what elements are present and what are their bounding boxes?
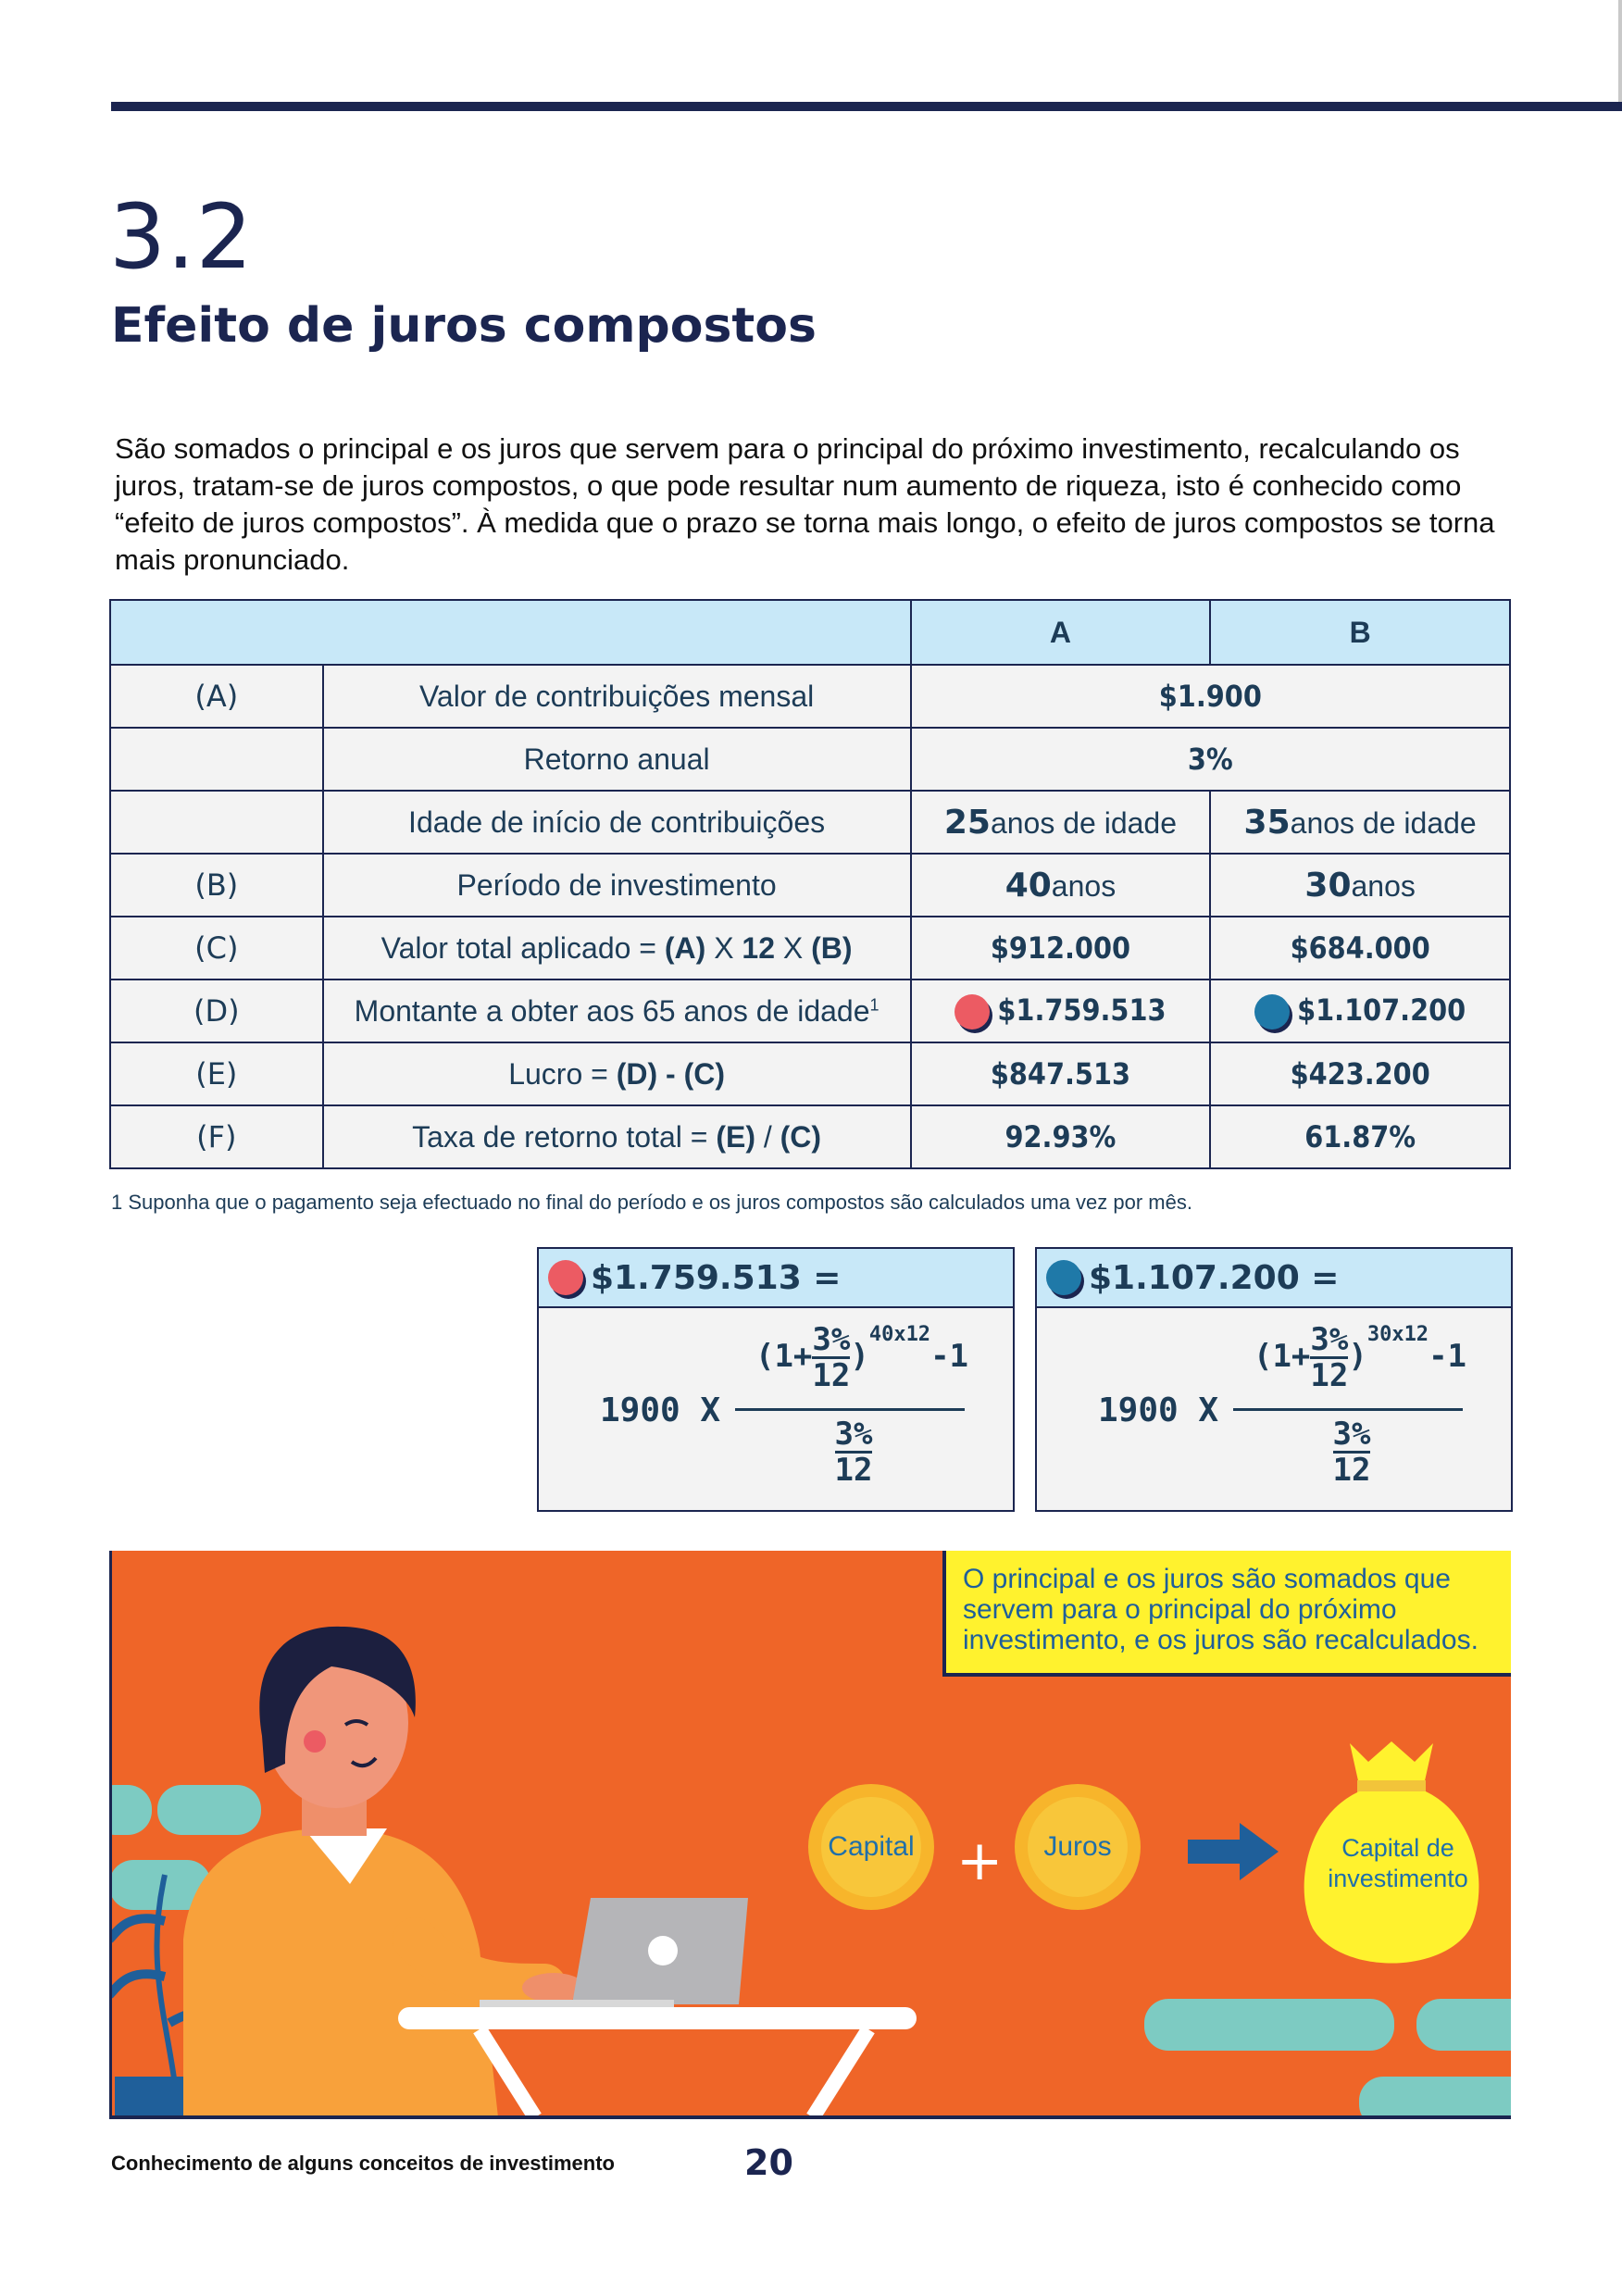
formula-body	[539, 1308, 1013, 1510]
paren-open: (1+	[1253, 1338, 1311, 1375]
value-a	[911, 791, 1211, 854]
value-a	[911, 854, 1211, 917]
formula-numerator	[746, 1323, 978, 1392]
value-a: $912.000	[911, 917, 1211, 980]
label-op: X	[775, 930, 812, 965]
table-header-blank	[110, 600, 911, 665]
red-dot-icon	[954, 994, 990, 1029]
minus-one: -1	[1429, 1338, 1467, 1375]
row-label	[323, 917, 911, 980]
formula-lead: 1900 X	[1098, 1391, 1219, 1429]
top-rule	[111, 102, 1622, 111]
row-letter: (B)	[110, 854, 323, 917]
label-ref: (C)	[780, 1119, 822, 1154]
blue-dot-icon	[1046, 1260, 1081, 1295]
rate-fraction	[835, 1417, 873, 1487]
unit: anos de idade	[1290, 805, 1477, 840]
paren-open: (1+	[755, 1338, 813, 1375]
fraction-den: 12	[812, 1357, 851, 1394]
fraction-num: 3%	[834, 1416, 873, 1453]
row-label: Idade de início de contribuições	[323, 791, 911, 854]
exponent: 40x12	[868, 1323, 931, 1346]
row-value: $1.900	[911, 665, 1510, 728]
label-ref: (B)	[811, 930, 853, 965]
value-a: $847.513	[911, 1042, 1211, 1105]
row-label	[323, 1105, 911, 1168]
value-b	[1210, 791, 1510, 854]
row-letter	[110, 728, 323, 791]
amount-text: $1.107.200	[1297, 992, 1466, 1028]
fraction-num: 3%	[1310, 1321, 1349, 1358]
label-ref: (A)	[664, 930, 706, 965]
page-number: 20	[744, 2142, 793, 2183]
value-b	[1210, 980, 1510, 1042]
fraction-line	[735, 1408, 965, 1411]
row-label: Período de investimento	[323, 854, 911, 917]
panel-border	[109, 1551, 112, 2117]
formula-header	[539, 1249, 1013, 1308]
unit: anos de idade	[990, 805, 1178, 840]
formula-header	[1037, 1249, 1511, 1308]
section-number: 3.2	[109, 185, 254, 289]
callout-box: O principal e os juros são somados que servem para o principal do próximo investimento, e os juros são recalculados.	[942, 1551, 1511, 1677]
formula-numerator	[1244, 1323, 1476, 1392]
row-letter: (E)	[110, 1042, 323, 1105]
page-edge	[1618, 0, 1622, 109]
interest-coin	[1015, 1784, 1141, 1910]
value-b: $684.000	[1210, 917, 1510, 980]
fraction-num: 3%	[1332, 1416, 1371, 1453]
table-row	[110, 665, 1510, 728]
footnote-ref: 1	[869, 994, 880, 1014]
table-row	[110, 791, 1510, 854]
row-value: 3%	[911, 728, 1510, 791]
value-a: 92.93%	[911, 1105, 1211, 1168]
footer-text: Conhecimento de alguns conceitos de investimento	[111, 2152, 615, 2175]
fraction-line	[1233, 1408, 1463, 1411]
formula-result: $1.759.513 =	[591, 1258, 842, 1297]
row-letter: (C)	[110, 917, 323, 980]
row-letter: (D)	[110, 980, 323, 1042]
fraction-num: 3%	[812, 1321, 851, 1358]
formula-body	[1037, 1308, 1511, 1510]
number: 30	[1304, 866, 1352, 905]
label-text: Montante a obter aos 65 anos de idade	[354, 993, 870, 1028]
comparison-table	[109, 599, 1511, 1169]
formula-box-b	[1035, 1247, 1513, 1512]
column-a-header: A	[911, 600, 1211, 665]
label-text: Lucro =	[508, 1056, 617, 1091]
paren-close: )	[850, 1338, 869, 1375]
fraction-den: 12	[1332, 1452, 1371, 1489]
coin-label: Juros	[1028, 1797, 1128, 1897]
footnote: 1 Suponha que o pagamento seja efectuado no final do período e os juros compostos são calculados uma vez por mês.	[111, 1191, 1192, 1214]
section-title: Efeito de juros compostos	[111, 298, 817, 354]
row-letter	[110, 791, 323, 854]
label-text: Taxa de retorno total =	[412, 1119, 717, 1154]
number: 35	[1243, 803, 1291, 842]
illustration-panel	[109, 1551, 1511, 2117]
arrow-right-icon	[1188, 1819, 1280, 1884]
value-b: $423.200	[1210, 1042, 1510, 1105]
rate-fraction	[1333, 1417, 1371, 1487]
table-row	[110, 854, 1510, 917]
table-row	[110, 1042, 1510, 1105]
label-num: 12	[742, 930, 776, 965]
intro-paragraph: São somados o principal e os juros que servem para o principal do próximo investimento, recalculando os juros, tratam-se de juros compostos, o que pode resultar num aumento de riqueza, isto é conhecido como “efeito de juros compostos”. À medida que o prazo se torna mais longo, o efeito de juros compostos se torna mais pronunciado.	[115, 432, 1495, 576]
label-text: Valor total aplicado =	[381, 930, 665, 965]
unit: anos	[1051, 868, 1117, 903]
formula-result: $1.107.200 =	[1089, 1258, 1340, 1297]
minus-one: -1	[930, 1338, 969, 1375]
number: 25	[943, 803, 991, 842]
formula-box-a	[537, 1247, 1015, 1512]
formula-denominator	[817, 1417, 891, 1487]
row-label: Valor de contribuições mensal	[323, 665, 911, 728]
panel-border	[109, 2115, 1511, 2119]
row-label: Retorno anual	[323, 728, 911, 791]
value-b	[1210, 854, 1510, 917]
table-row	[110, 1105, 1510, 1168]
coin-label: Capital	[821, 1797, 921, 1897]
label-ref: (D) - (C)	[616, 1056, 725, 1091]
paren-close: )	[1348, 1338, 1367, 1375]
formula-lead: 1900 X	[600, 1391, 721, 1429]
row-letter: (A)	[110, 665, 323, 728]
plus-sign: +	[956, 1828, 1004, 1893]
number: 40	[1004, 866, 1052, 905]
blue-dot-icon	[1254, 994, 1290, 1029]
unit: anos	[1351, 868, 1416, 903]
table-row	[110, 728, 1510, 791]
rate-fraction	[812, 1323, 850, 1392]
formula-denominator	[1315, 1417, 1389, 1487]
red-dot-icon	[548, 1260, 583, 1295]
row-label	[323, 1042, 911, 1105]
column-b-header: B	[1210, 600, 1510, 665]
fraction-den: 12	[834, 1452, 873, 1489]
label-op: /	[755, 1119, 780, 1154]
label-ref: (E)	[716, 1119, 755, 1154]
amount-text: $1.759.513	[997, 992, 1167, 1028]
row-label	[323, 980, 911, 1042]
value-b: 61.87%	[1210, 1105, 1510, 1168]
row-letter: (F)	[110, 1105, 323, 1168]
table-header-row	[110, 600, 1510, 665]
label-op: X	[705, 930, 742, 965]
table-row	[110, 980, 1510, 1042]
fraction-den: 12	[1310, 1357, 1349, 1394]
table-row	[110, 917, 1510, 980]
capital-coin	[808, 1784, 934, 1910]
exponent: 30x12	[1366, 1323, 1429, 1346]
bag-label: Capital de investimento	[1328, 1834, 1468, 1892]
rate-fraction	[1310, 1323, 1348, 1392]
value-a	[911, 980, 1211, 1042]
